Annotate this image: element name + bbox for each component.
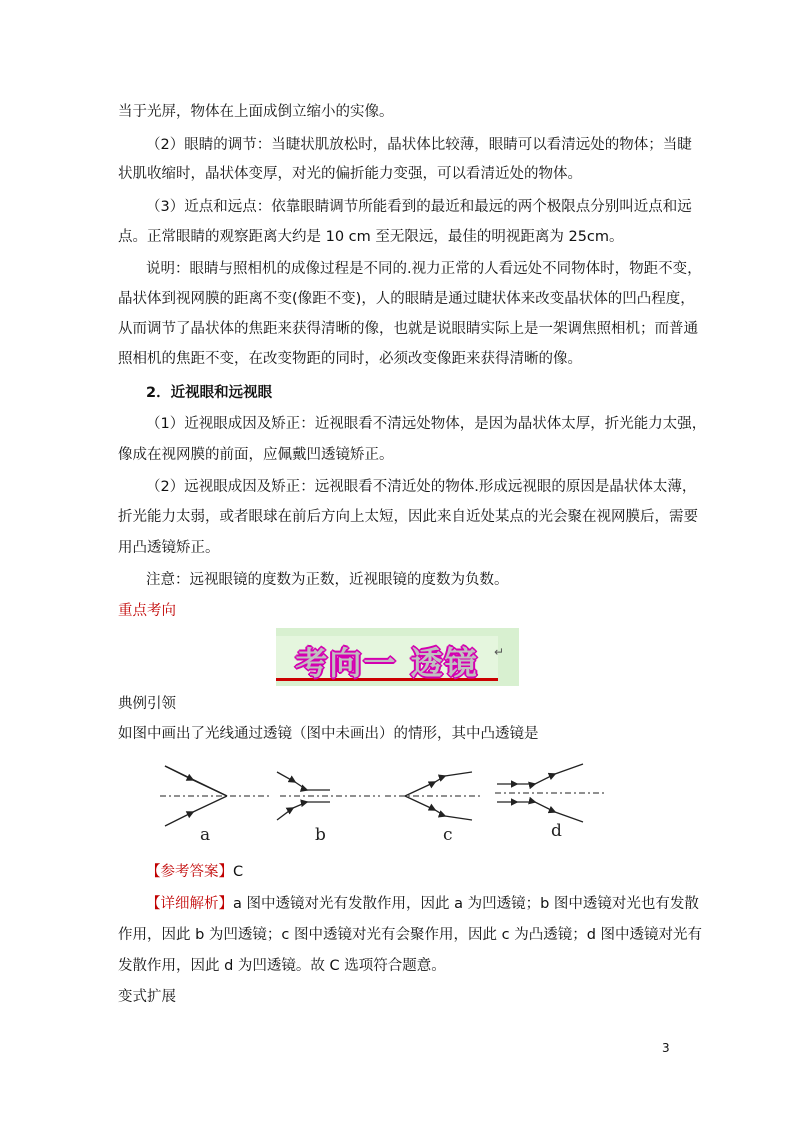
question-text: 如图中画出了光线通过透镜（图中未画出）的情形，其中凸透镜是 bbox=[118, 726, 539, 742]
analysis-label: 【详细解析】 bbox=[146, 896, 233, 912]
body-line: （2）眼睛的调节：当睫状肌放松时，晶状体比较薄，眼睛可以看清远处的物体；当睫 bbox=[146, 137, 692, 153]
diagram-c bbox=[385, 772, 480, 845]
body-line: 当于光屏，物体在上面成倒立缩小的实像。 bbox=[118, 104, 394, 120]
body-line: 状肌收缩时，晶状体变厚，对光的偏折能力变强，可以看清近处的物体。 bbox=[118, 166, 582, 182]
variant-heading: 变式扩展 bbox=[118, 989, 176, 1005]
body-line: （3）近点和远点：依靠眼睛调节所能看到的最近和最远的两个极限点分别叫近点和远 bbox=[146, 199, 692, 215]
diagram-label-b: b bbox=[315, 825, 326, 845]
body-line: 点。正常眼睛的观察距离大约是 10 cm 至无限远，最佳的明视距离为 25cm。 bbox=[118, 229, 624, 245]
example-heading: 典例引领 bbox=[118, 696, 176, 712]
analysis-line: 发散作用，因此 d 为凹透镜。故 C 选项符合题意。 bbox=[118, 958, 446, 974]
analysis-line bbox=[146, 894, 699, 914]
section-heading: 2．近视眼和远视眼 bbox=[146, 385, 273, 401]
answer-line bbox=[146, 862, 243, 882]
paragraph-mark: ↵ bbox=[494, 645, 505, 659]
ray-diagram bbox=[155, 760, 615, 845]
body-line: （1）近视眼成因及矫正：近视眼看不清远处物体，是因为晶状体太厚，折光能力太强， bbox=[146, 416, 707, 432]
body-line: 晶状体到视网膜的距离不变(像距不变)，人的眼睛是通过睫状体来改变晶状体的凹凸程度， bbox=[118, 291, 695, 307]
diagram-label-c: c bbox=[443, 825, 453, 845]
lens-ray-figure bbox=[155, 760, 615, 849]
body-line: 说明：眼睛与照相机的成像过程是不同的.视力正常的人看远处不同物体时，物距不变， bbox=[146, 261, 702, 277]
body-line: 从而调节了晶状体的焦距来获得清晰的像，也就是说眼睛实际上是一架调焦照相机；而普通 bbox=[118, 321, 698, 337]
banner-box bbox=[276, 636, 498, 681]
body-line: 用凸透镜矫正。 bbox=[118, 540, 220, 556]
body-line: （2）远视眼成因及矫正：远视眼看不清近处的物体.形成远视眼的原因是晶状体太薄， bbox=[146, 479, 697, 495]
section-title: 重点考向 bbox=[118, 603, 176, 619]
topic-banner bbox=[276, 628, 519, 686]
answer-value: C bbox=[233, 864, 244, 880]
analysis-line: 作用，因此 b 为凹透镜；c 图中透镜对光有会聚作用，因此 c 为凸透镜；d 图中透镜对光有 bbox=[118, 927, 703, 943]
banner-title: 考向一 透镜 bbox=[295, 644, 479, 682]
note-line: 注意：远视眼镜的度数为正数，近视眼镜的度数为负数。 bbox=[146, 572, 509, 588]
answer-label: 【参考答案】 bbox=[146, 864, 233, 880]
diagram-label-a: a bbox=[200, 825, 211, 845]
diagram-d bbox=[495, 764, 605, 841]
diagram-label-d: d bbox=[551, 821, 562, 841]
page-number: 3 bbox=[662, 1041, 670, 1055]
diagram-a bbox=[160, 766, 270, 845]
diagram-b bbox=[277, 772, 380, 845]
body-line: 像成在视网膜的前面，应佩戴凹透镜矫正。 bbox=[118, 447, 394, 463]
body-line: 折光能力太弱，或者眼球在前后方向上太短，因此来自近处某点的光会聚在视网膜后，需要 bbox=[118, 509, 698, 525]
body-line: 照相机的焦距不变，在改变物距的同时，必须改变像距来获得清晰的像。 bbox=[118, 351, 582, 367]
analysis-text: a 图中透镜对光有发散作用，因此 a 为凹透镜；b 图中透镜对光也有发散 bbox=[233, 896, 699, 912]
